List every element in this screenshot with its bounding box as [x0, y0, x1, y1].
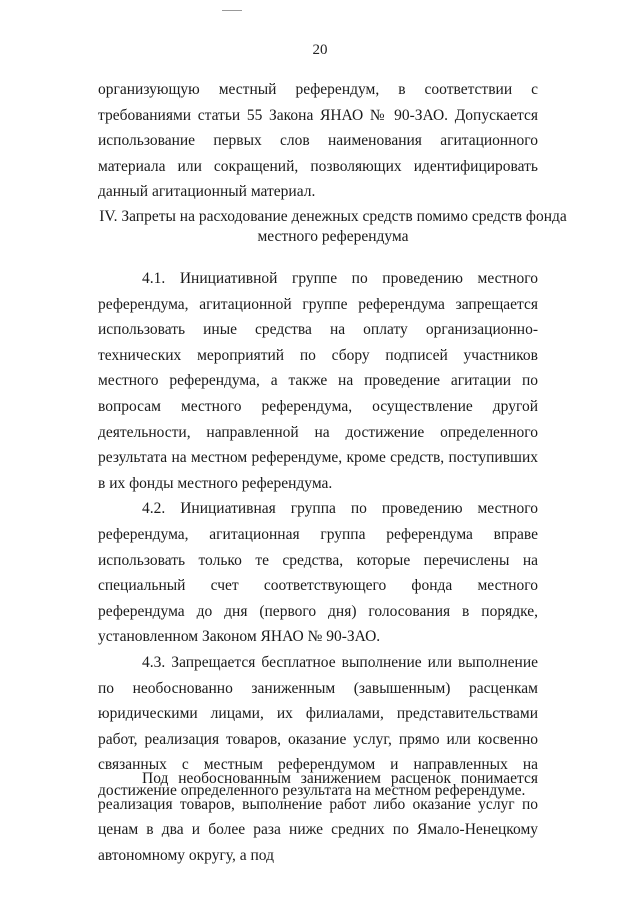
clauses-block — [98, 266, 538, 803]
page-number: 20 — [312, 42, 328, 58]
section-heading — [98, 207, 568, 247]
clause-4-2: 4.2. Инициативная группа по проведению местного референдума, агитационная группа референдума вправе использовать только те средства, которые перечислены на специальный счет соответствующего фонда местного референдума до дня (первого дня) голосования в порядке, установленном Законом ЯНАО № 90-ЗАО. — [98, 500, 538, 646]
final-block — [98, 766, 538, 868]
clause-4-1: 4.1. Инициативной группе по проведению местного референдума, агитационной группе референдума запрещается использовать иные средства на оплату организационно-технических мероприятий по сбору подписей участников местного референдума, а также на проведение агитации по вопросам местного референдума, осуществление другой деятельности, направленной на достижение определенного результата на местном референдуме, кроме средств, поступивших в их фонды местного референдума. — [98, 270, 538, 492]
section-heading-line1: IV. Запреты на расходование денежных средств помимо средств фонда — [99, 208, 567, 225]
clause-4-3: 4.3. Запрещается бесплатное выполнение или выполнение по необоснованно заниженным (завышенным) расценкам юридическими лицами, их филиалами, представительствами работ, реализация товаров, оказание услуг, прямо или косвенно связанных с местным референдумом и направленных на достижение определенного результата на местном референдуме. — [98, 653, 538, 799]
continuation-block — [98, 77, 538, 205]
scan-mark — [222, 10, 242, 11]
final-paragraph: Под необоснованным занижением расценок понимается реализация товаров, выполнение работ либо оказание услуг по ценам в два и более раза ниже средних по Ямало-Ненецкому автономному округу, а под — [98, 770, 538, 864]
continuation-paragraph: организующую местный референдум, в соответствии с требованиями статьи 55 Закона ЯНАО № 90-ЗАО. Допускается использование первых слов наименования агитационного материала или сокращений, позволяющих идентифицировать данный агитационный материал. — [98, 81, 538, 201]
section-heading-line2: местного референдума — [257, 228, 409, 245]
